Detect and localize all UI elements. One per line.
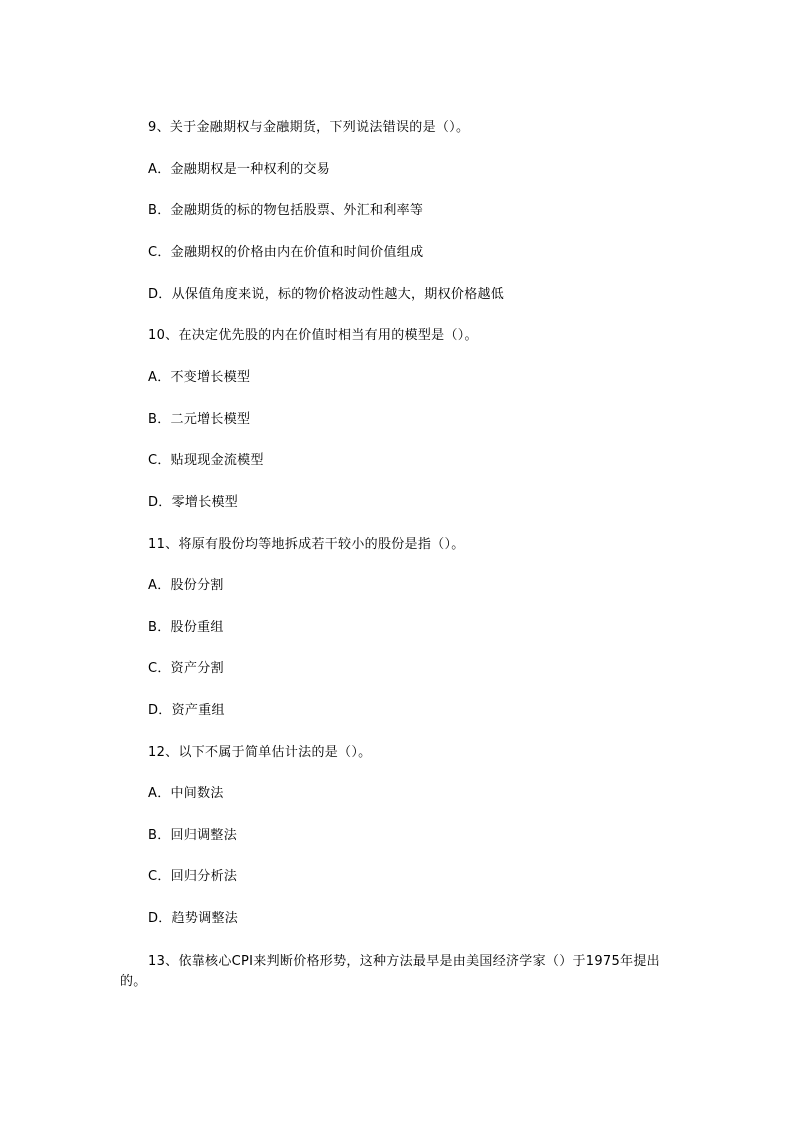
- question-10-option-b: B．二元增长模型: [148, 412, 251, 427]
- question-11-option-b: B．股份重组: [148, 620, 224, 635]
- question-10-option-a: A．不变增长模型: [148, 370, 251, 385]
- question-10-stem: 10、在决定优先股的内在价值时相当有用的模型是（）。: [148, 328, 478, 343]
- question-10-option-d: D．零增长模型: [148, 495, 239, 510]
- question-9-stem: 9、关于金融期权与金融期货，下列说法错误的是（）。: [148, 120, 470, 135]
- question-11-option-c: C．资产分割: [148, 661, 224, 676]
- question-12-option-b: B．回归调整法: [148, 828, 238, 843]
- question-10-option-c: C．贴现现金流模型: [148, 453, 264, 468]
- question-13-stem: 13、依靠核心CPI来判断价格形势，这种方法最早是由美国经济学家（）于1975年提出的。: [120, 954, 660, 989]
- question-11-option-d: D．资产重组: [148, 703, 225, 718]
- question-12-stem: 12、以下不属于简单估计法的是（）。: [148, 745, 372, 760]
- question-12-option-c: C．回归分析法: [148, 869, 238, 884]
- question-12-option-a: A．中间数法: [148, 786, 224, 801]
- question-9-option-d: D．从保值角度来说，标的物价格波动性越大，期权价格越低: [148, 287, 505, 302]
- question-11-stem: 11、将原有股份均等地拆成若干较小的股份是指（）。: [148, 537, 465, 552]
- question-9-option-b: B．金融期货的标的物包括股票、外汇和利率等: [148, 203, 424, 218]
- question-12-option-d: D．趋势调整法: [148, 911, 239, 926]
- question-9-option-a: A．金融期权是一种权利的交易: [148, 162, 331, 177]
- question-9-option-c: C．金融期权的价格由内在价值和时间价值组成: [148, 245, 424, 260]
- question-11-option-a: A．股份分割: [148, 578, 224, 593]
